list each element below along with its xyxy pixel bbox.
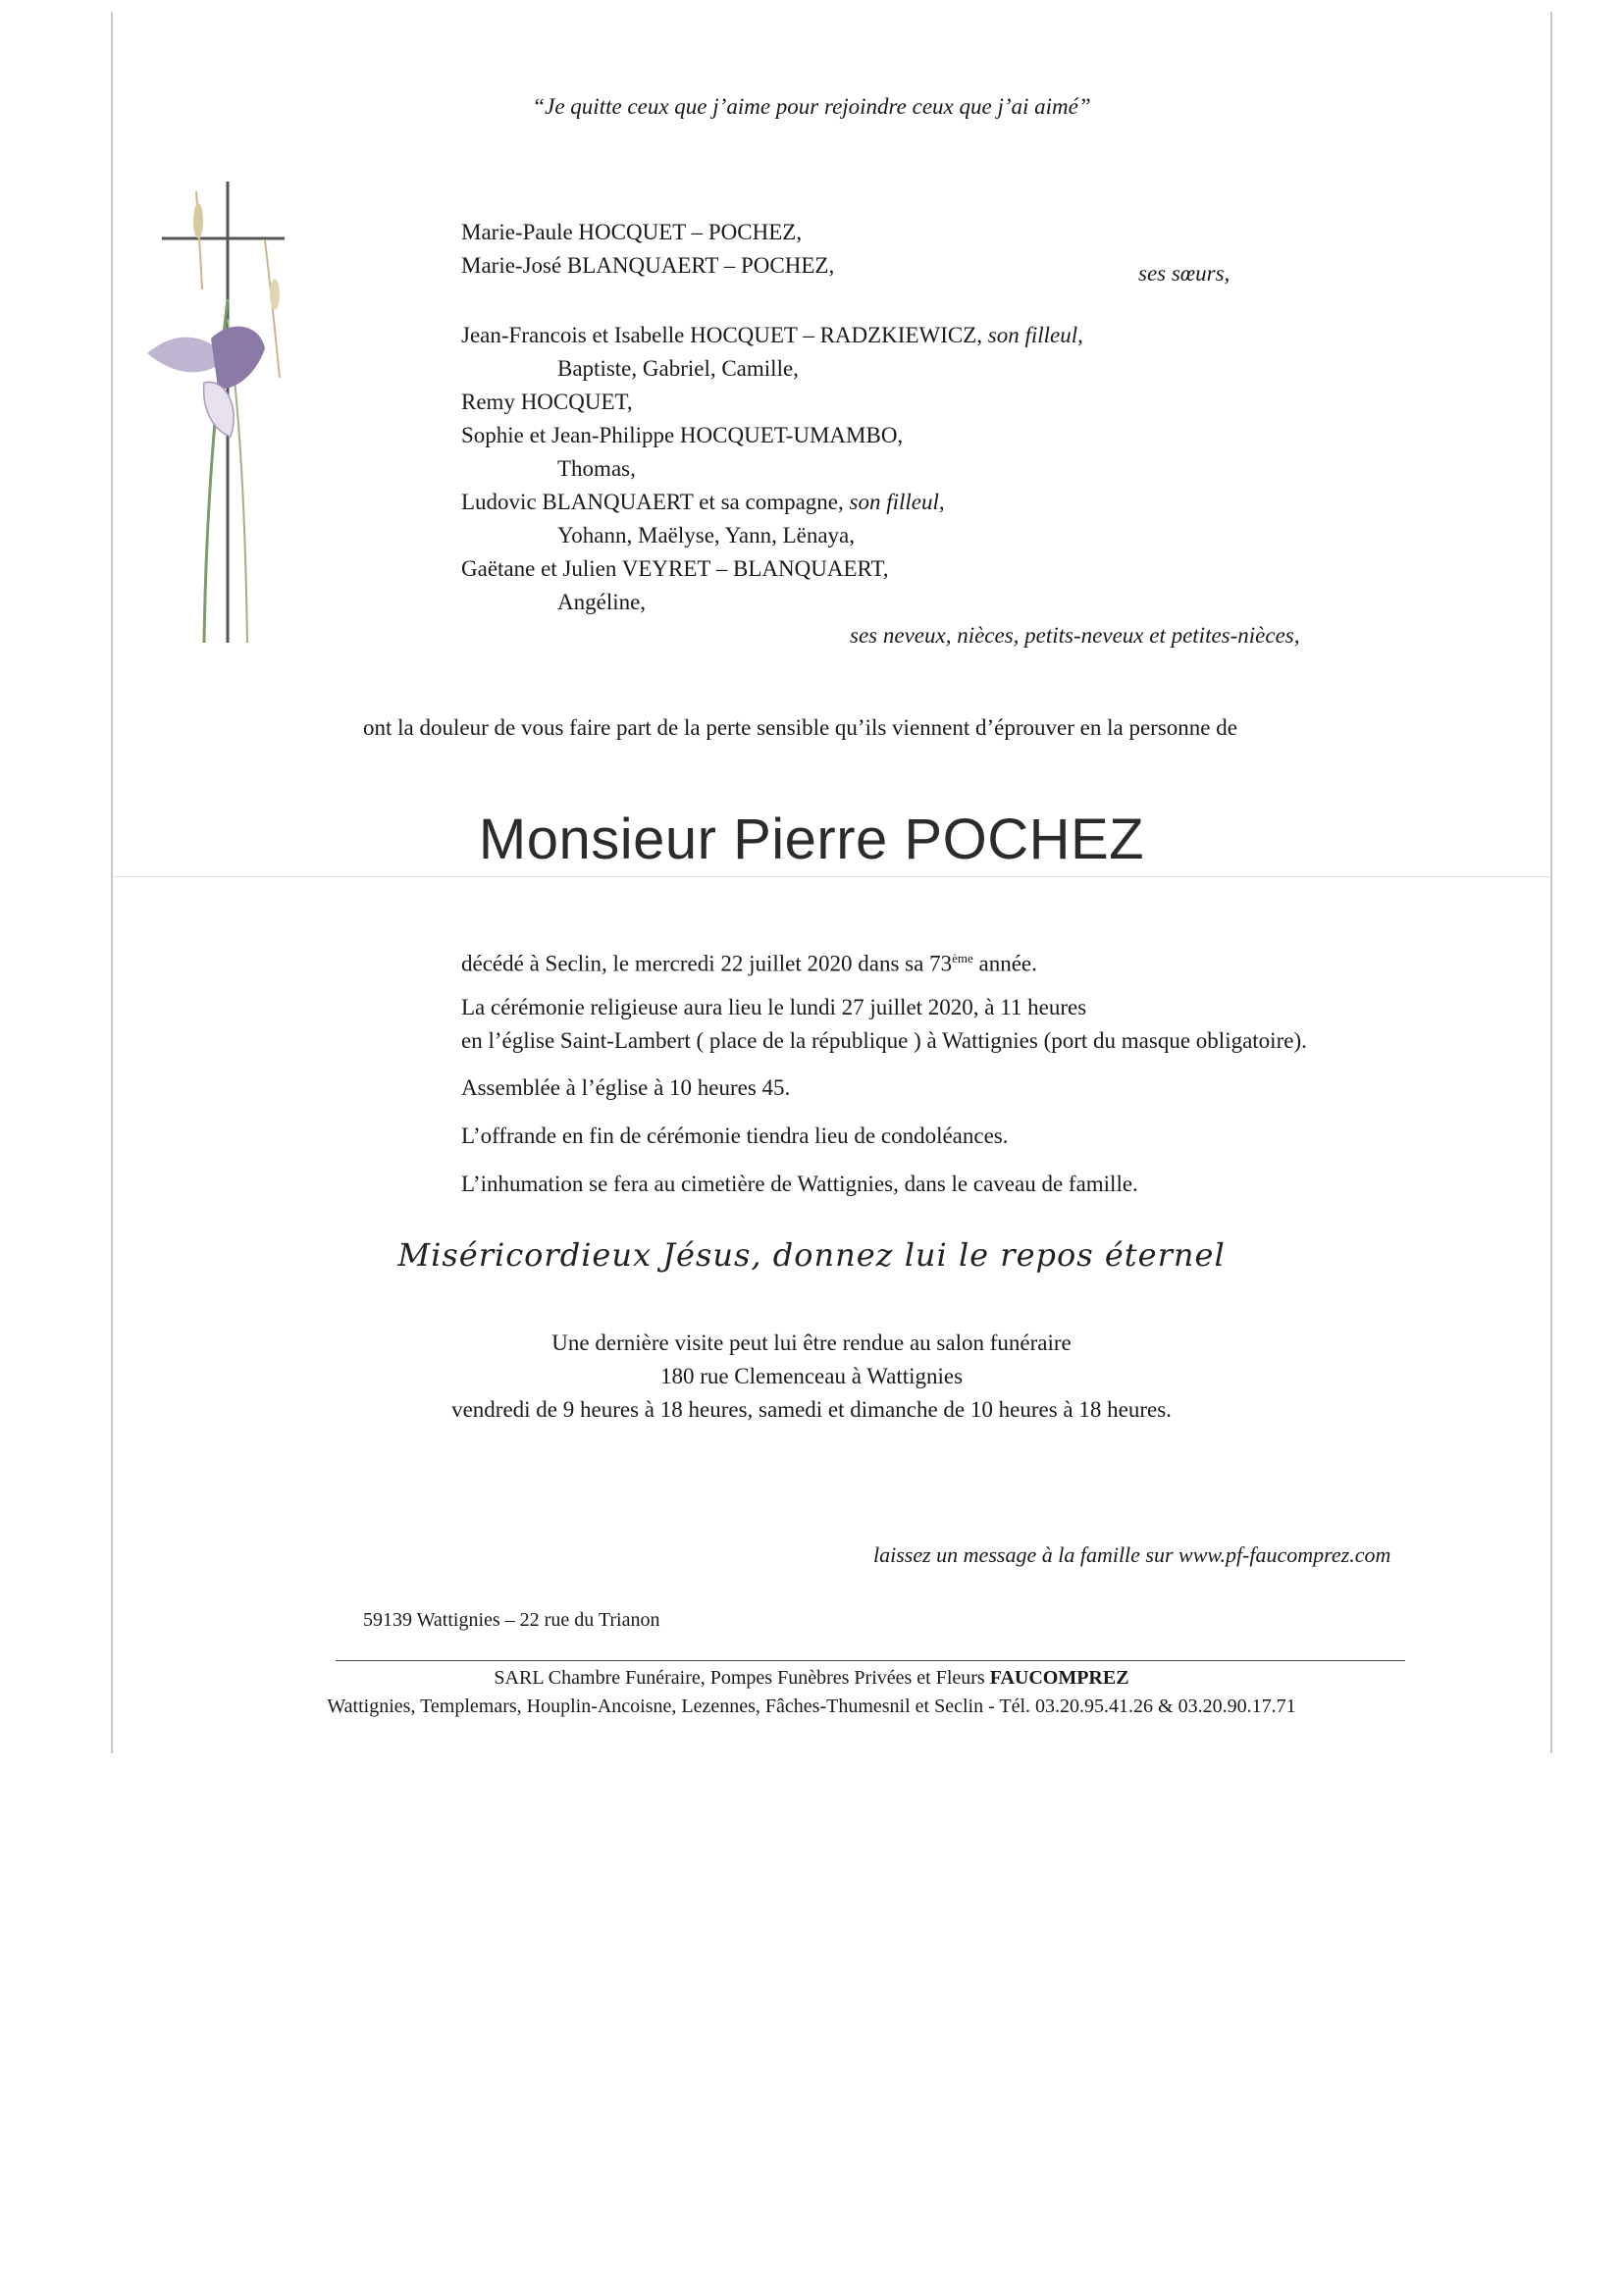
relative-6 [461,486,945,519]
right-margin-line [1550,12,1552,1753]
deceased-name: Monsieur Pierre POCHEZ [478,808,1145,871]
prayer: Miséricordieux Jésus, donnez lui le repos éternel [397,1236,1226,1274]
fold-line [113,876,1550,877]
offering-line: L’offrande en fin de cérémonie tiendra lieu de condoléances. [461,1123,1009,1148]
relative-8: Gaëtane et Julien VEYRET – BLANQUAERT, [461,556,889,581]
footer-company [0,1667,1623,1690]
footer-company-text: SARL Chambre Funéraire, Pompes Funèbres Privées et Fleurs [494,1667,990,1689]
message-link[interactable]: laissez un message à la famille sur www.pf-faucomprez.com [873,1542,1391,1567]
left-margin-line [111,12,113,1753]
announcement: ont la douleur de vous faire part de la perte sensible qu’ils viennent d’éprouver en la personne de [363,715,1237,740]
cross-lily-icon [137,182,285,672]
relative-3: Remy HOCQUET, [461,390,633,414]
relative-1-role: son filleul, [987,323,1083,347]
visit-line-2: 180 rue Clemenceau à Wattignies [659,1364,964,1388]
ceremony-line-1: La cérémonie religieuse aura lieu le lundi 27 juillet 2020, à 11 heures [461,995,1087,1019]
burial-line: L’inhumation se fera au cimetière de Wattignies, dans le caveau de famille. [461,1172,1138,1196]
sister-2: Marie-José BLANQUAERT – POCHEZ, [461,253,835,278]
nephews-role: ses neveux, nièces, petits-neveux et petites-nièces, [850,623,1300,648]
assembly-line: Assemblée à l’église à 10 heures 45. [461,1075,791,1100]
relative-2: Baptiste, Gabriel, Camille, [557,356,799,381]
relative-1 [461,319,1083,352]
relative-9: Angéline, [557,590,647,614]
address: 59139 Wattignies – 22 rue du Trianon [363,1609,660,1631]
ceremony-line-2: en l’église Saint-Lambert ( place de la république ) à Wattignies (port du masque obligatoire). [461,1028,1307,1053]
quote: “Je quitte ceux que j’aime pour rejoindre ceux que j’ai aimé” [532,94,1091,119]
death-line-end: année. [972,951,1037,976]
relative-6-role: son filleul, [849,490,945,514]
footer-locations: Wattignies, Templemars, Houplin-Ancoisne, Lezennes, Fâches-Thumesnil et Seclin - Tél. 03.20.95.41.26 & 03.20.90.17.71 [327,1696,1296,1717]
relative-4: Sophie et Jean-Philippe HOCQUET-UMAMBO, [461,423,904,447]
visit-line-3: vendredi de 9 heures à 18 heures, samedi et dimanche de 10 heures à 18 heures. [451,1397,1172,1422]
relative-7: Yohann, Maëlyse, Yann, Lënaya, [557,523,856,548]
sisters-role: ses sœurs, [1138,261,1230,286]
footer-rule [336,1660,1405,1661]
death-line-text: décédé à Seclin, le mercredi 22 juillet 2020 dans sa 73 [461,951,953,976]
relative-1-name: Jean-Francois et Isabelle HOCQUET – RADZKIEWICZ, [461,323,982,347]
death-line [461,942,1037,981]
relative-5: Thomas, [557,456,636,481]
visit-line-1: Une dernière visite peut lui être rendue au salon funéraire [551,1331,1072,1355]
footer-company-name: FAUCOMPREZ [989,1667,1129,1689]
death-line-superscript: ème [952,951,973,965]
relative-6-name: Ludovic BLANQUAERT et sa compagne, [461,490,844,514]
sister-1: Marie-Paule HOCQUET – POCHEZ, [461,220,803,244]
